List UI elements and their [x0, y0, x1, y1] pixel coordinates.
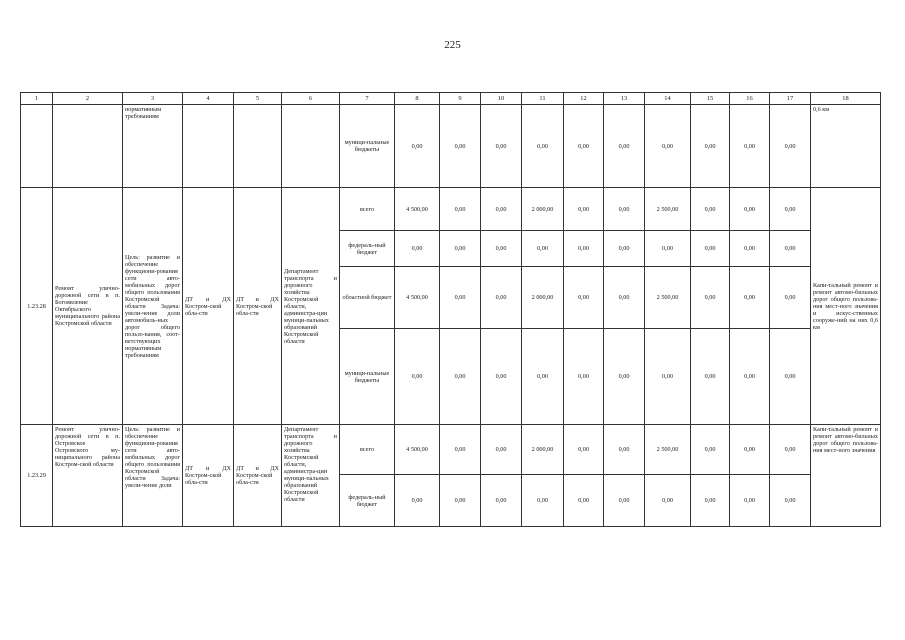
header-cell: 5	[234, 93, 282, 105]
customer-cell	[234, 105, 282, 188]
value-cell: 0,00	[645, 231, 691, 267]
value-cell: 0,00	[770, 267, 811, 329]
value-cell: 0,00	[604, 105, 645, 188]
header-cell: 3	[123, 93, 183, 105]
header-cell: 17	[770, 93, 811, 105]
value-cell: 0,00	[440, 475, 481, 527]
value-cell: 0,00	[395, 475, 440, 527]
value-cell: 0,00	[730, 329, 770, 425]
value-cell: 0,00	[564, 425, 604, 475]
value-cell: 0,00	[522, 329, 564, 425]
value-cell: 0,00	[440, 267, 481, 329]
value-cell: 2 000,00	[522, 425, 564, 475]
value-cell: 0,00	[604, 267, 645, 329]
value-cell: 0,00	[691, 329, 730, 425]
header-cell: 13	[604, 93, 645, 105]
result-cell: 0,6 км	[811, 105, 881, 188]
value-cell: 0,00	[564, 475, 604, 527]
value-cell: 0,00	[481, 329, 522, 425]
value-cell: 0,00	[481, 105, 522, 188]
result-cell: Капи-тальный ремонт и ремонт автомо-бильных дорог общего пользова-ния мест-ного значения	[811, 425, 881, 527]
header-cell: 15	[691, 93, 730, 105]
value-cell: 0,00	[604, 188, 645, 231]
executor-cell: Департамент транспорта и дорожного хозяйства Костромской области, администра-ции муници-пальных образований Костромской области	[282, 425, 340, 527]
header-cell: 14	[645, 93, 691, 105]
value-cell: 0,00	[730, 188, 770, 231]
value-cell: 0,00	[645, 329, 691, 425]
value-cell: 2 500,00	[645, 188, 691, 231]
value-cell: 0,00	[481, 425, 522, 475]
value-cell: 0,00	[770, 425, 811, 475]
responsible-cell	[183, 105, 234, 188]
value-cell: 0,00	[770, 105, 811, 188]
value-cell: 0,00	[564, 105, 604, 188]
value-cell: 0,00	[395, 329, 440, 425]
value-cell: 0,00	[730, 267, 770, 329]
table-row	[21, 425, 881, 475]
value-cell: 0,00	[604, 329, 645, 425]
value-cell: 4 500,00	[395, 188, 440, 231]
value-cell: 0,00	[395, 105, 440, 188]
result-cell: Капи-тальный ремонт и ремонт автомо-бильных дорог общего пользова-ния мест-ного значения и искус-ственных сооруже-ний на них 0,6 км	[811, 188, 881, 425]
value-cell: 0,00	[730, 105, 770, 188]
value-cell: 0,00	[481, 475, 522, 527]
funding-source-cell: федераль-ный бюджет	[340, 475, 395, 527]
value-cell: 4 500,00	[395, 267, 440, 329]
value-cell: 2 000,00	[522, 267, 564, 329]
header-cell: 10	[481, 93, 522, 105]
value-cell: 0,00	[440, 425, 481, 475]
value-cell: 0,00	[691, 425, 730, 475]
value-cell: 0,00	[691, 267, 730, 329]
value-cell: 0,00	[730, 231, 770, 267]
value-cell: 0,00	[440, 105, 481, 188]
goal-cell: нормативным требованиям	[123, 105, 183, 188]
executor-cell	[282, 105, 340, 188]
header-cell: 4	[183, 93, 234, 105]
value-cell: 0,00	[770, 475, 811, 527]
funding-source-cell: муници-пальные бюджеты	[340, 105, 395, 188]
header-cell: 16	[730, 93, 770, 105]
header-cell: 6	[282, 93, 340, 105]
funding-source-cell: всего	[340, 188, 395, 231]
value-cell: 0,00	[604, 231, 645, 267]
customer-cell: ДТ и ДХ Костром-ской обла-сти	[234, 188, 282, 425]
value-cell: 0,00	[522, 231, 564, 267]
value-cell: 0,00	[481, 188, 522, 231]
value-cell: 0,00	[730, 425, 770, 475]
header-cell: 1	[21, 93, 53, 105]
budget-table	[20, 92, 881, 527]
header-cell: 8	[395, 93, 440, 105]
value-cell: 0,00	[395, 231, 440, 267]
value-cell: 0,00	[604, 475, 645, 527]
value-cell: 0,00	[770, 231, 811, 267]
table-row	[21, 105, 881, 188]
num-cell	[21, 105, 53, 188]
value-cell: 0,00	[691, 475, 730, 527]
value-cell: 0,00	[522, 475, 564, 527]
header-cell: 11	[522, 93, 564, 105]
value-cell: 2 000,00	[522, 188, 564, 231]
responsible-cell: ДТ и ДХ Костром-ской обла-сти	[183, 425, 234, 527]
value-cell: 0,00	[730, 475, 770, 527]
page-number: 225	[444, 39, 461, 51]
item-number: 1.23.28	[21, 188, 53, 425]
item-number: 1.23.29	[21, 425, 53, 527]
value-cell: 0,00	[564, 188, 604, 231]
header-cell: 12	[564, 93, 604, 105]
value-cell: 0,00	[481, 267, 522, 329]
name-cell	[53, 105, 123, 188]
value-cell: 0,00	[440, 329, 481, 425]
goal-cell: Цель: развитие и обеспечение функциони-рования сети авто-мобильных дорог общего пользования Костромской области Задача: увели-чение доли автомобиль-ных дорог общего пользо-вания, соот-ветствующих нормативным требованиям	[123, 188, 183, 425]
value-cell: 0,00	[645, 105, 691, 188]
value-cell: 0,00	[481, 231, 522, 267]
value-cell: 0,00	[522, 105, 564, 188]
value-cell: 0,00	[440, 231, 481, 267]
funding-source-cell: всего	[340, 425, 395, 475]
funding-source-cell: муници-пальные бюджеты	[340, 329, 395, 425]
header-row	[21, 93, 881, 105]
item-name: Ремонт улично-дорожной сети в п. Богоявление Октябрьского муниципального района Костромской области	[53, 188, 123, 425]
value-cell: 2 500,00	[645, 267, 691, 329]
value-cell: 0,00	[691, 188, 730, 231]
responsible-cell: ДТ и ДХ Костром-ской обла-сти	[183, 188, 234, 425]
value-cell: 0,00	[440, 188, 481, 231]
header-cell: 9	[440, 93, 481, 105]
table-row	[21, 188, 881, 231]
funding-source-cell: областной бюджет	[340, 267, 395, 329]
header-cell: 7	[340, 93, 395, 105]
value-cell: 0,00	[691, 231, 730, 267]
value-cell: 0,00	[691, 105, 730, 188]
header-cell: 18	[811, 93, 881, 105]
value-cell: 0,00	[770, 329, 811, 425]
item-name: Ремонт улично-дорожной сети в п. Островское Островского му-ниципального района Костром-ской области	[53, 425, 123, 527]
customer-cell: ДТ и ДХ Костром-ской обла-сти	[234, 425, 282, 527]
executor-cell: Департамент транспорта и дорожного хозяйства Костромской области, администра-ции муници-пальных образований Костромской области	[282, 188, 340, 425]
value-cell: 0,00	[564, 231, 604, 267]
funding-source-cell: федераль-ный бюджет	[340, 231, 395, 267]
value-cell: 0,00	[604, 425, 645, 475]
value-cell: 0,00	[645, 475, 691, 527]
goal-cell: Цель: развитие и обеспечение функциони-рования сети авто-мобильных дорог общего пользования Костромской области Задача: увели-чение доли	[123, 425, 183, 527]
value-cell: 0,00	[564, 329, 604, 425]
value-cell: 4 500,00	[395, 425, 440, 475]
value-cell: 0,00	[770, 188, 811, 231]
header-cell: 2	[53, 93, 123, 105]
value-cell: 0,00	[564, 267, 604, 329]
value-cell: 2 500,00	[645, 425, 691, 475]
